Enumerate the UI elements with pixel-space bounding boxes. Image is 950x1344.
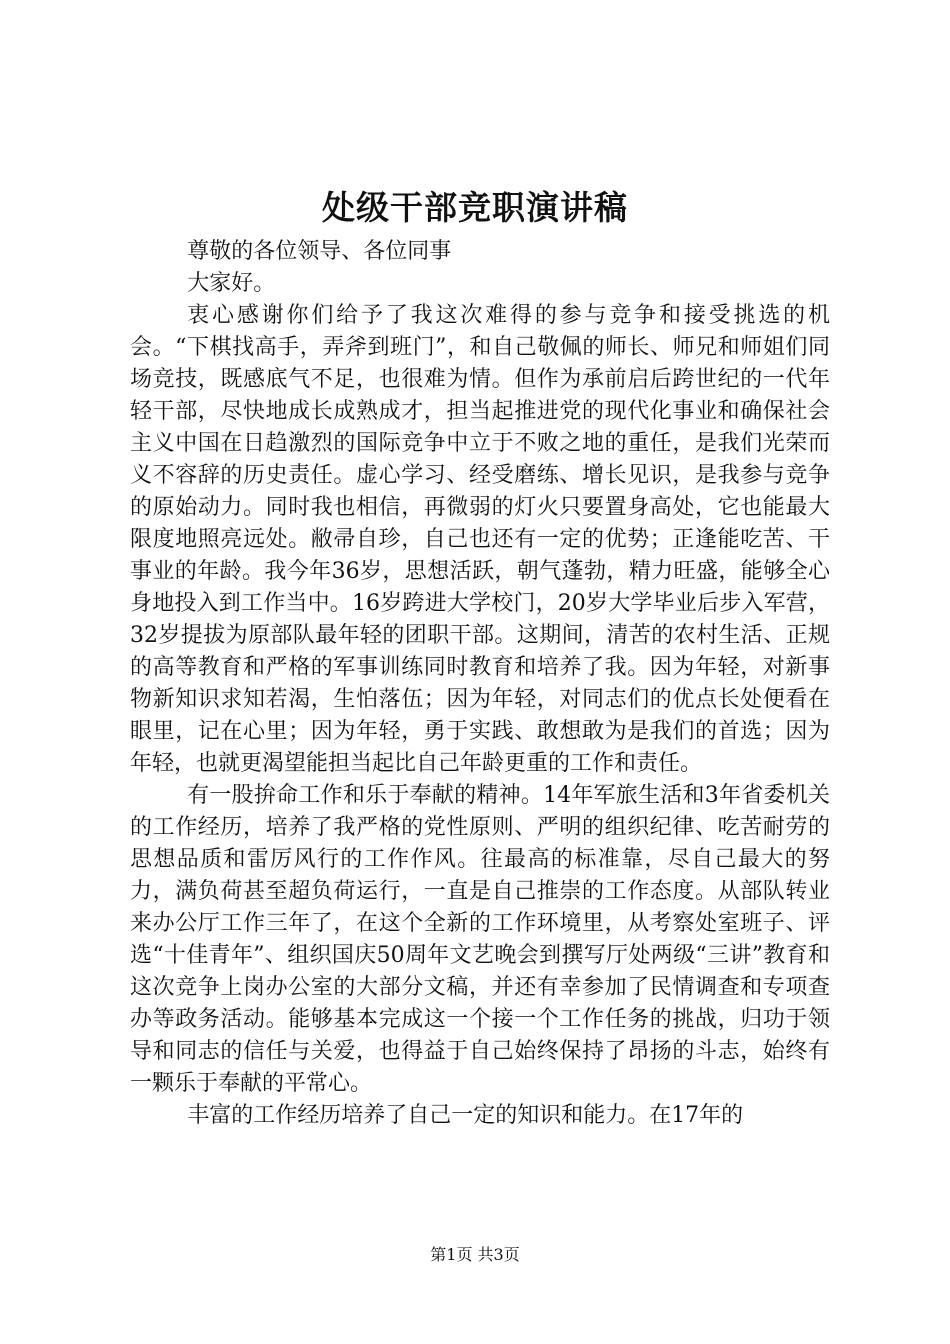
document-body bbox=[130, 236, 830, 1132]
paragraph-1: 衷心感谢你们给予了我这次难得的参与竞争和接受挑选的机会。“下棋找高手，弄斧到班门”，和自己敬佩的师长、师兄和师姐们同场竞技，既感底气不足，也很难为情。但作为承前启后跨世纪的一代年轻干部，尽快地成长成熟成才，担当起推进党的现代化事业和确保社会主义中国在日趋激烈的国际竞争中立于不败之地的重任，是我们光荣而义不容辞的历史责任。虚心学习、经受磨练、增长见识，是我参与竞争的原始动力。同时我也相信，再微弱的灯火只要置身高处，它也能最大限度地照亮远处。敝帚自珍，自己也还有一定的优势；正逢能吃苦、干事业的年龄。我今年36岁，思想活跃，朝气蓬勃，精力旺盛，能够全心身地投入到工作当中。16岁跨进大学校门，20岁大学毕业后步入军营，32岁提拔为原部队最年轻的团职干部。这期间，清苦的农村生活、正规的高等教育和严格的军事训练同时教育和培养了我。因为年轻，对新事物新知识求知若渴，生怕落伍；因为年轻，对同志们的优点长处便看在眼里，记在心里；因为年轻，勇于实践、敢想敢为是我们的首选；因为年轻，也就更渴望能担当起比自己年龄更重的工作和责任。 bbox=[130, 303, 830, 776]
paragraph-3: 丰富的工作经历培养了自己一定的知识和能力。在17年的 bbox=[187, 1103, 744, 1128]
opening-line: 大家好。 bbox=[187, 271, 276, 296]
document-title: 处级干部竞职演讲稿 bbox=[322, 188, 628, 227]
paragraph-2: 有一股拚命工作和乐于奉献的精神。14年军旅生活和3年省委机关的工作经历，培养了我严格的党性原则、严明的组织纪律、吃苦耐劳的思想品质和雷厉风行的工作作风。往最高的标准靠，尽自己最大的努力，满负荷甚至超负荷运行，一直是自己推崇的工作态度。从部队转业来办公厅工作三年了，在这个全新的工作环境里，从考察处室班子、评选“十佳青年”、组织国庆50周年文艺晚会到撰写厅处两级“三讲”教育和这次竞争上岗办公室的大部分文稿，并还有幸参加了民情调查和专项查办等政务活动。能够基本完成这一个接一个工作任务的挑战，归功于领导和同志的信任与关爱，也得益于自己始终保持了昂扬的斗志，始终有一颗乐于奉献的平常心。 bbox=[130, 783, 830, 1096]
greeting-line: 尊敬的各位领导、各位同事 bbox=[187, 239, 452, 264]
page-footer: 第1页 共3页 bbox=[430, 1245, 520, 1264]
